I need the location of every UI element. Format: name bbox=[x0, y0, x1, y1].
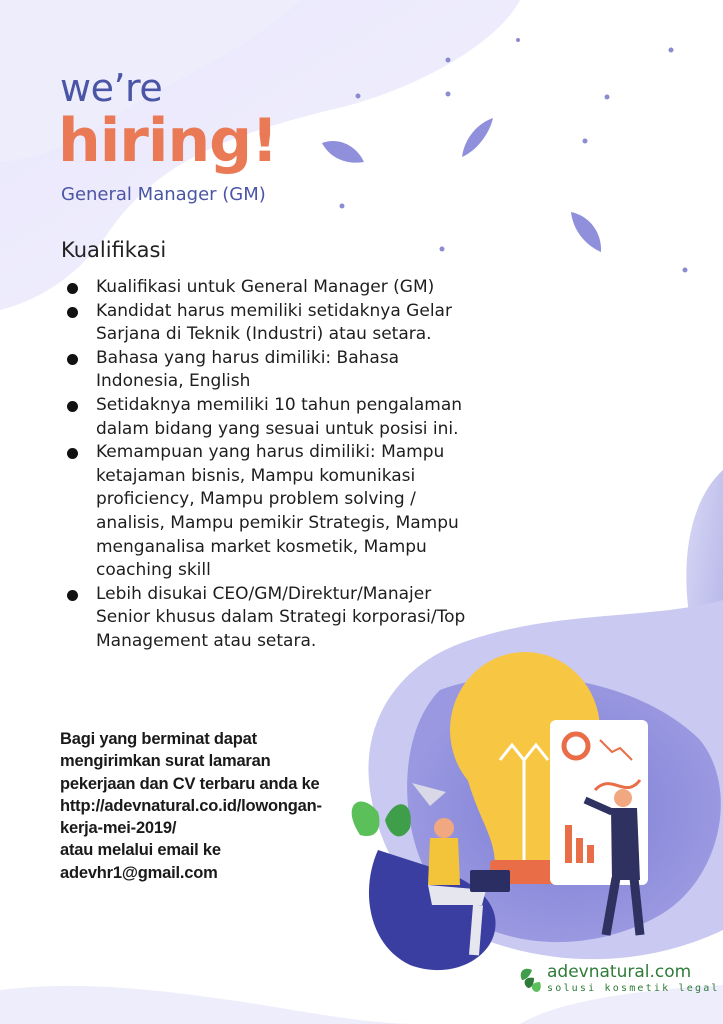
decorative-leaves bbox=[322, 118, 601, 252]
headline-were: we’re bbox=[60, 66, 163, 110]
apply-line: Bagi yang berminat dapat bbox=[60, 730, 257, 748]
qualification-line: Kemampuan yang harus dimiliki: Mampu bbox=[96, 442, 445, 463]
apply-instructions bbox=[60, 728, 360, 884]
qualification-line: Indonesia, English bbox=[96, 371, 251, 392]
apply-line: http://adevnatural.co.id/lowongan- bbox=[60, 796, 322, 815]
bottom-wave-shape bbox=[0, 986, 420, 1024]
apply-line: atau melalui email ke bbox=[60, 841, 221, 860]
bullet-icon bbox=[67, 283, 78, 294]
qualification-item bbox=[64, 441, 524, 583]
qualification-line: coaching skill bbox=[96, 560, 211, 581]
bullet-icon bbox=[67, 590, 78, 601]
qualification-line: proficiency, Mampu problem solving / bbox=[96, 489, 416, 510]
qualification-line: Kandidat harus memiliki setidaknya Gelar bbox=[96, 300, 452, 321]
qualification-line: Setidaknya memiliki 10 tahun pengalaman bbox=[96, 394, 463, 415]
qualification-line: Sarjana di Teknik (Industri) atau setara. bbox=[96, 324, 432, 345]
bullet-icon bbox=[67, 354, 78, 365]
qualification-line: dalam bidang yang sesuai untuk posisi ini. bbox=[96, 418, 459, 439]
qualification-line: analisis, Mampu pemikir Strategis, Mampu bbox=[96, 512, 459, 533]
headline-hiring: hiring! bbox=[58, 106, 278, 176]
qualification-item bbox=[64, 394, 524, 441]
apply-line: adevhr1@gmail.com bbox=[60, 863, 218, 882]
brand-tagline: solusi kosmetik legal bbox=[547, 983, 720, 994]
qualification-line: Senior khusus dalam Strategi korporasi/Top bbox=[96, 607, 466, 628]
qualification-line: Bahasa yang harus dimiliki: Bahasa bbox=[96, 347, 400, 368]
qualifications-heading: Kualifikasi bbox=[61, 238, 167, 262]
bullet-icon bbox=[67, 307, 78, 318]
apply-line: mengirimkan surat lamaran bbox=[60, 752, 271, 771]
qualification-line: Management atau setara. bbox=[96, 630, 317, 651]
qualification-line: menganalisa market kosmetik, Mampu bbox=[96, 536, 427, 557]
qualification-line: ketajaman bisnis, Mampu komunikasi bbox=[96, 465, 416, 486]
qualification-item bbox=[64, 300, 524, 347]
qualification-line: Lebih disukai CEO/GM/Direktur/Manajer bbox=[96, 583, 432, 604]
job-position-title: General Manager (GM) bbox=[61, 184, 266, 205]
qualification-item bbox=[64, 347, 524, 394]
qualifications-list bbox=[64, 276, 524, 654]
bullet-icon bbox=[67, 448, 78, 459]
brand-name: adevnatural.com bbox=[547, 962, 692, 982]
qualification-line: Kualifikasi untuk General Manager (GM) bbox=[96, 277, 435, 297]
bullet-icon bbox=[67, 401, 78, 412]
apply-line: pekerjaan dan CV terbaru anda ke bbox=[60, 774, 320, 793]
apply-line: kerja-mei-2019/ bbox=[60, 819, 177, 838]
qualification-item bbox=[64, 583, 524, 654]
qualification-item bbox=[64, 276, 524, 300]
